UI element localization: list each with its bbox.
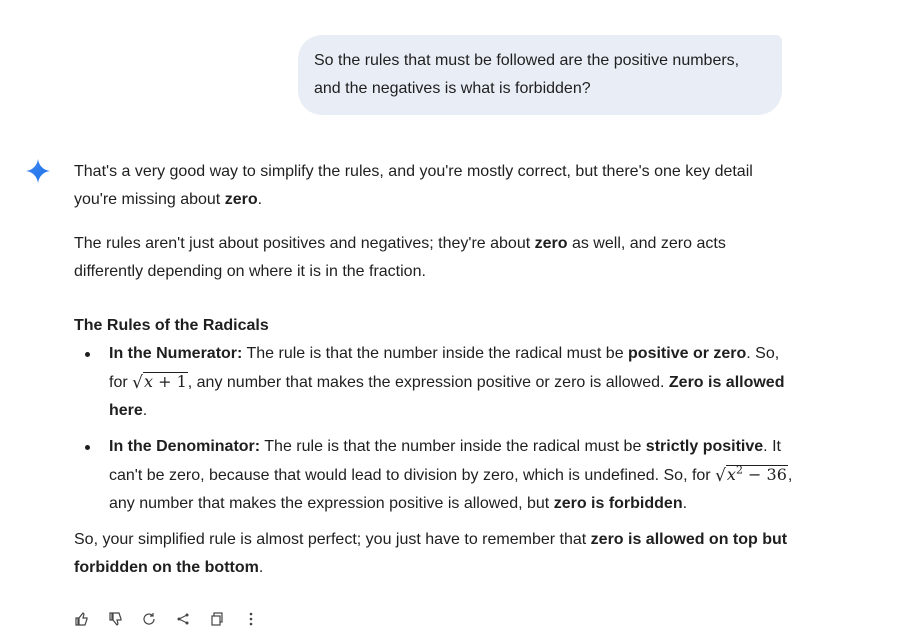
- model-response: [74, 158, 794, 582]
- response-paragraph: So, your simplified rule is almost perfect; you just have to remember that zero is allowed on top but forbidden on the bottom.: [74, 531, 788, 576]
- math-expression: $√x^2 - 36$: [715, 463, 787, 486]
- thumbs-down-icon[interactable]: [108, 612, 122, 626]
- more-icon[interactable]: [244, 612, 258, 626]
- regenerate-icon[interactable]: [142, 612, 156, 626]
- user-message-line: and the negatives is what is forbidden?: [314, 80, 591, 97]
- list-item: In the Denominator: The rule is that the number inside the radical must be strictly positive. It can't be zero, because that would lead to division by zero, which is undefined. So, for $√x^2 - 36$, any number that makes the expression positive is allowed, but zero is forbidden.: [109, 433, 794, 518]
- user-message-line: So the rules that must be followed are the positive numbers,: [314, 52, 740, 69]
- thumbs-up-icon[interactable]: [74, 612, 88, 626]
- response-toolbar: [74, 612, 258, 626]
- list-item: In the Numerator: The rule is that the number inside the radical must be positive or zero. So, for √x + 1, any number that makes the expression positive or zero is allowed. Zero is allowed here.: [109, 340, 794, 425]
- section-heading: The Rules of the Radicals: [74, 317, 269, 334]
- rules-list: [74, 340, 794, 518]
- copy-icon[interactable]: [210, 612, 224, 626]
- gemini-spark-icon: [25, 158, 51, 184]
- math-expression: √x + 1: [132, 372, 187, 393]
- response-paragraph: The rules aren't just about positives and negatives; they're about zero as well, and zero acts differently depending on where it is in the fraction.: [74, 235, 726, 280]
- share-icon[interactable]: [176, 612, 190, 626]
- user-message-bubble: [298, 35, 782, 115]
- response-paragraph: That's a very good way to simplify the rules, and you're mostly correct, but there's one key detail you're missing about zero.: [74, 163, 753, 208]
